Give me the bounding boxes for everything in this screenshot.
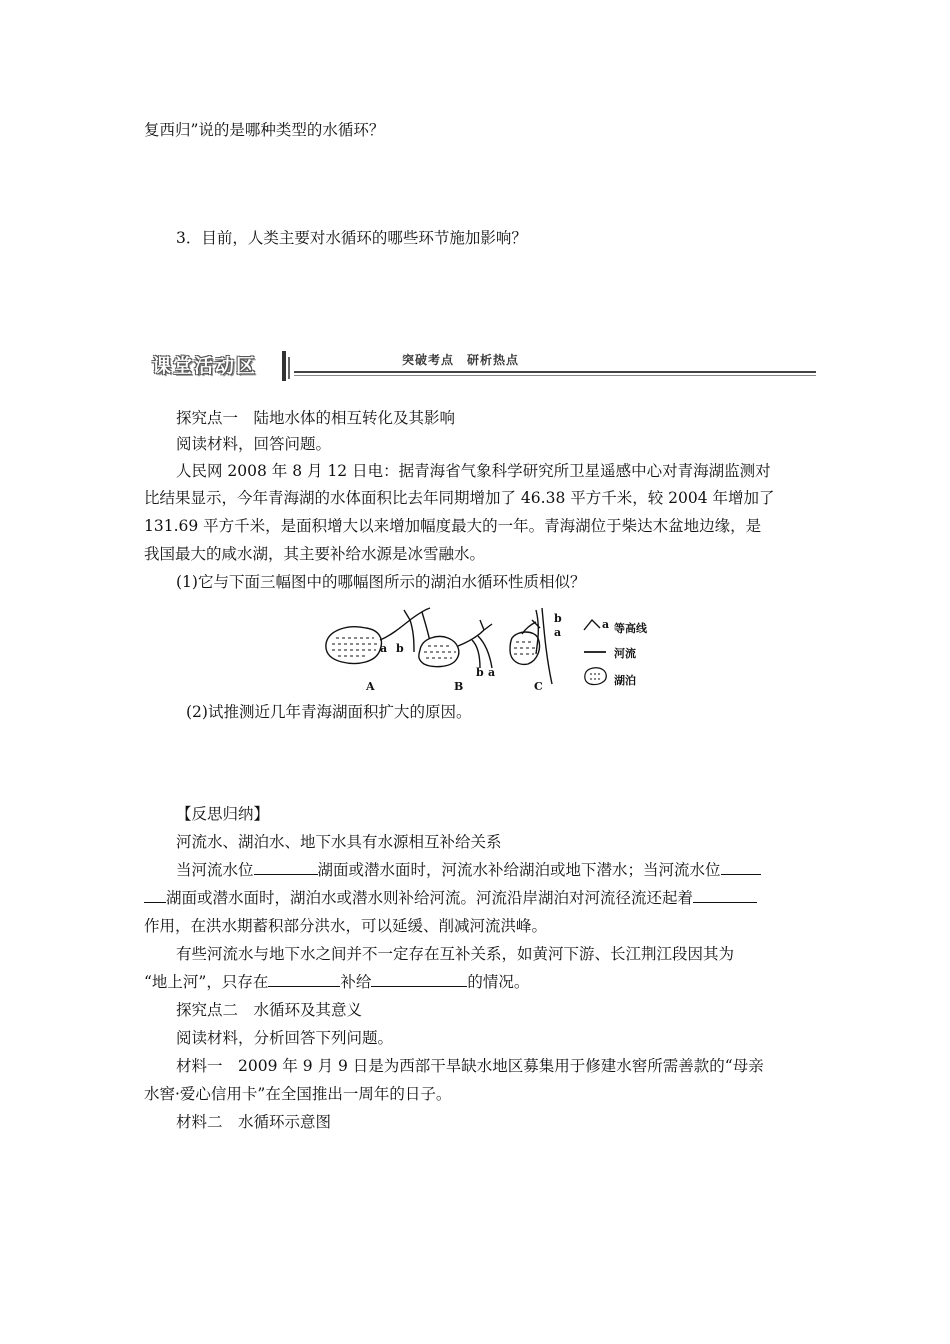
fill-blank (721, 860, 761, 875)
section-banner-title: 课堂活动区 (144, 353, 265, 379)
material-1-line: 材料一 2009 年 9 月 9 日是为西部干旱缺水地区募集用于修建水窖所需善款的“母亲 (176, 1057, 764, 1075)
label-a: a (488, 666, 496, 679)
banner-rule (294, 371, 816, 373)
inquiry-2-instruction: 阅读材料，分析回答下列问题。 (176, 1029, 394, 1047)
diagram-a (326, 608, 432, 664)
contour-legend-icon (584, 620, 600, 630)
legend (584, 618, 648, 687)
banner-divider (282, 351, 286, 381)
label-b: b (396, 642, 404, 655)
reflection-paragraph-line: 有些河流水与地下水之间并不一定存在互补关系，如黄河下游、长江荆江段因其为 (176, 945, 735, 963)
label-a: a (380, 642, 388, 655)
inquiry-2-heading: 探究点二 水循环及其意义 (176, 1001, 363, 1019)
inquiry-1-question-1: (1)它与下面三幅图中的哪幅图所示的湖泊水循环性质相似？ (176, 573, 586, 591)
reflection-paragraph-line: 作用，在洪水期蓄积部分洪水，可以延缓、削减河流洪峰。 (144, 917, 548, 935)
material-line: 人民网 2008 年 8 月 12 日电：据青海省气象科学研究所卫星遥感中心对青海湖监测对 (176, 462, 771, 480)
banner-rule-thin (294, 375, 816, 376)
question-3: 3．目前，人类主要对水循环的哪些环节施加影响？ (176, 229, 527, 247)
text-span: 湖面或潜水面时，河流水补给湖泊或地下潜水；当河流水位 (317, 861, 721, 879)
material-2: 材料二 水循环示意图 (176, 1113, 332, 1131)
reflection-heading: 【反思归纳】 (176, 805, 270, 823)
fill-blank (693, 888, 757, 903)
text-span: 补给 (340, 973, 372, 991)
text-span: 的情况。 (467, 973, 530, 991)
text-span: 当河流水位 (176, 861, 254, 879)
lake-legend-icon (585, 668, 606, 685)
material-line: 131.69 平方千米，是面积增大以来增加幅度最大的一年。青海湖位于柴达木盆地边缘，是 (144, 517, 762, 535)
fill-blank (371, 972, 467, 987)
material-line: 比结果显示，今年青海湖的水体面积比去年同期增加了 46.38 平方千米，较 2004 年增加了 (144, 489, 775, 507)
question-2-continuation: 复西归”说的是哪种类型的水循环？ (144, 121, 385, 139)
fill-blank (144, 888, 166, 903)
text-span: “地上河”，只存在 (144, 973, 269, 991)
material-line: 我国最大的咸水湖，其主要补给水源是冰雪融水。 (144, 545, 486, 563)
label-b: b (476, 666, 484, 679)
reflection-paragraph-line (144, 972, 814, 992)
section-banner (144, 349, 816, 383)
reflection-line: 河流水、湖泊水、地下水具有水源相互补给关系 (176, 833, 502, 851)
material-1-line: 水窖·爱心信用卡”在全国推出一周年的日子。 (144, 1085, 452, 1103)
diagram-label-b: B (454, 680, 464, 693)
legend-a: a (602, 618, 610, 631)
label-a: a (554, 626, 562, 639)
diagram-b (419, 620, 492, 668)
diagram-c (510, 608, 552, 684)
lake-water-cycle-figure (322, 606, 666, 694)
reflection-paragraph-line (144, 888, 814, 908)
diagram-label-a: A (366, 680, 375, 693)
legend-contour: 等高线 (614, 622, 647, 635)
lake-a (326, 627, 382, 664)
inquiry-1-heading: 探究点一 陆地水体的相互转化及其影响 (176, 409, 456, 427)
banner-divider-thin (288, 357, 290, 379)
fill-blank (254, 860, 318, 875)
label-b: b (554, 612, 562, 625)
legend-lake: 湖泊 (614, 674, 636, 687)
section-banner-subtitle: 突破考点 研析热点 (402, 353, 520, 367)
fill-blank (268, 972, 340, 987)
inquiry-1-question-2: (2)试推测近几年青海湖面积扩大的原因。 (186, 703, 472, 721)
reflection-paragraph-line (176, 860, 816, 880)
legend-river: 河流 (614, 647, 636, 660)
inquiry-1-instruction: 阅读材料，回答问题。 (176, 435, 332, 453)
diagram-label-c: C (534, 680, 543, 693)
text-span: 湖面或潜水面时，湖泊水或潜水则补给河流。河流沿岸湖泊对河流径流还起着 (166, 889, 694, 907)
